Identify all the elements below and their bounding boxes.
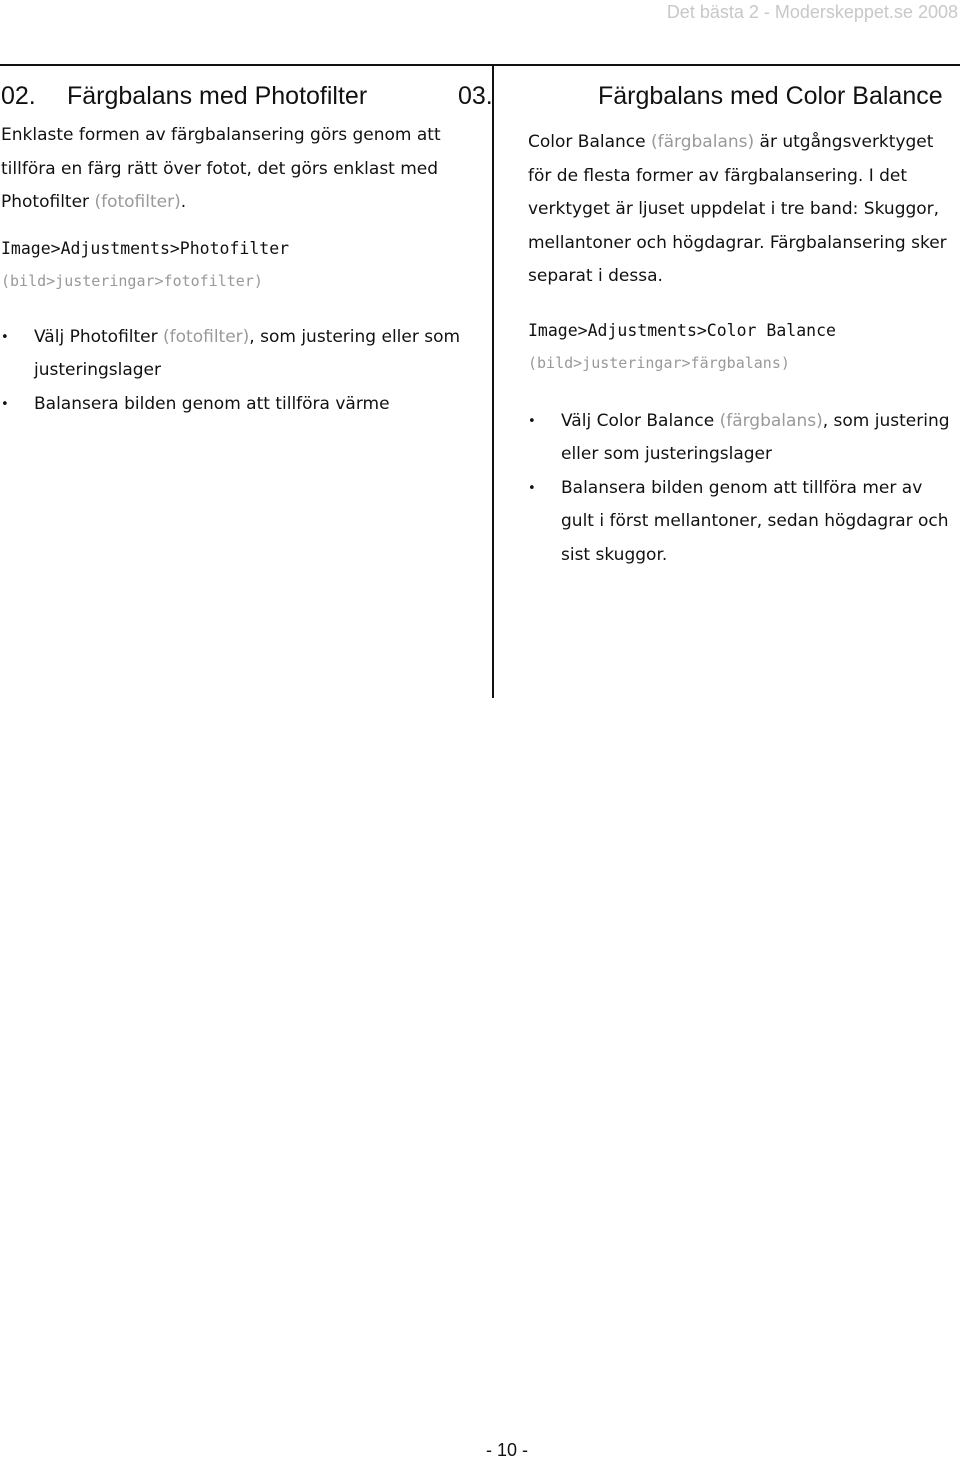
top-rule: [0, 64, 960, 66]
item-text-end: , som justering eller som justeringslager: [34, 326, 461, 380]
bullet-icon: •: [1, 396, 9, 412]
section-number: 02.: [1, 82, 36, 110]
list-item: [528, 405, 958, 472]
intro-paragraph: [1, 119, 471, 220]
section-number: 03.: [458, 82, 493, 110]
column-divider: [492, 64, 494, 698]
section-title: Färgbalans med Photofilter: [67, 82, 368, 110]
intro-text: Enklaste formen av färgbalansering görs genom att tillföra en färg rätt över fotot, det görs enklast med Photofilter: [1, 125, 441, 212]
intro-end: .: [180, 192, 187, 212]
bullet-icon: •: [1, 329, 9, 345]
section-title: Färgbalans med Color Balance: [598, 82, 943, 110]
bullet-icon: •: [528, 413, 536, 429]
swedish-term: (fotofilter): [163, 326, 250, 347]
list-item: [1, 321, 471, 388]
item-text: Balansera bilden genom att tillföra mer av gult i först mellantoner, sedan högdagrar och sist skuggor.: [561, 477, 949, 565]
menu-path: [528, 314, 958, 381]
section-heading: [1, 80, 471, 113]
running-header: Det bästa 2 - Moderskeppet.se 2008: [666, 2, 958, 22]
intro-text-end: är utgångsverktyget för de flesta former av färgbalansering. I det verktyget är ljuset uppdelat i tre band: Skuggor, mellantoner och högdagrar. Färgbalansering sker separat i dessa.: [528, 132, 947, 286]
intro-paragraph: [528, 126, 958, 294]
swedish-term: (färgbalans): [651, 132, 755, 152]
intro-text: Color Balance: [528, 132, 651, 152]
list-item: [528, 472, 958, 573]
menu-path: [1, 232, 471, 299]
section-photofilter: [1, 80, 471, 421]
steps-list: [1, 321, 471, 422]
item-text: Välj Photofilter: [34, 326, 164, 347]
menu-path-swedish: (bild>justeringar>fotofilter): [1, 272, 263, 290]
section-color-balance: [458, 80, 958, 572]
swedish-term: (färgbalans): [719, 410, 823, 431]
bullet-icon: •: [528, 480, 536, 496]
menu-path-swedish: (bild>justeringar>färgbalans): [528, 354, 790, 372]
menu-path-english: Image>Adjustments>Color Balance: [528, 320, 836, 340]
swedish-term: (fotofilter): [94, 192, 181, 212]
menu-path-english: Image>Adjustments>Photofilter: [1, 238, 290, 258]
section-heading: [458, 80, 958, 113]
list-item: [1, 388, 471, 422]
item-text: Välj Color Balance: [561, 410, 720, 431]
item-text-end: , som justering eller som justeringslager: [561, 410, 950, 464]
item-text: Balansera bilden genom att tillföra värme: [34, 393, 390, 414]
steps-list: [528, 405, 958, 573]
page-number: - 10 -: [485, 1440, 528, 1460]
